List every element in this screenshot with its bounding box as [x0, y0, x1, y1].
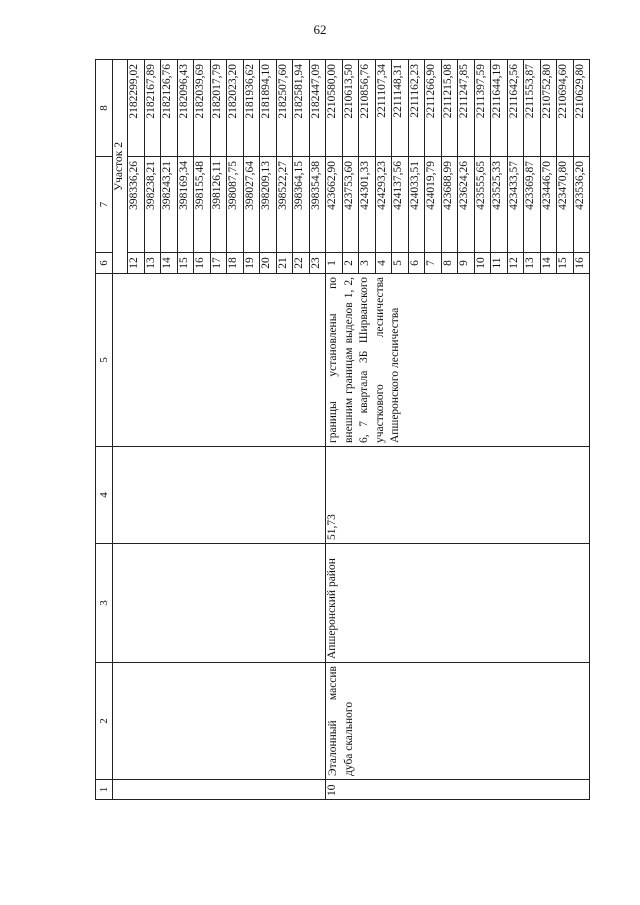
coord-y: 2182017,79 — [210, 60, 227, 157]
coord-y: 2211397,59 — [474, 60, 491, 157]
section-label-row — [113, 60, 128, 800]
coord-y: 2181894,10 — [260, 60, 277, 157]
empty-cell — [113, 780, 326, 800]
coord-x: 423470,80 — [557, 157, 574, 253]
coord-y: 2182167,89 — [144, 60, 161, 157]
coord-x: 424301,33 — [359, 157, 376, 253]
point-number: 17 — [210, 253, 227, 274]
point-number: 5 — [392, 253, 409, 274]
section-label: Участок 2 — [113, 60, 128, 274]
table-row — [326, 60, 343, 800]
coord-y: 2211162,23 — [408, 60, 425, 157]
empty-cell — [113, 274, 326, 447]
point-number: 8 — [441, 253, 458, 274]
coord-y: 2181936,62 — [243, 60, 260, 157]
coord-y: 2210856,76 — [359, 60, 376, 157]
column-header: 5 — [96, 274, 113, 447]
coord-x: 398027,64 — [243, 157, 260, 253]
point-number: 14 — [540, 253, 557, 274]
rotated-table-container — [95, 60, 586, 800]
coord-x: 423536,20 — [573, 157, 590, 253]
empty-cell — [113, 544, 326, 663]
point-number: 12 — [507, 253, 524, 274]
coord-y: 2182581,94 — [293, 60, 310, 157]
column-header: 4 — [96, 447, 113, 544]
coord-y: 2211215,08 — [441, 60, 458, 157]
point-number: 23 — [309, 253, 326, 274]
coord-x: 423753,60 — [342, 157, 359, 253]
coord-x: 423555,65 — [474, 157, 491, 253]
point-number: 15 — [557, 253, 574, 274]
point-number: 14 — [161, 253, 178, 274]
coord-x: 398087,75 — [227, 157, 244, 253]
point-number: 18 — [227, 253, 244, 274]
coord-x: 423662,90 — [326, 157, 343, 253]
point-number: 13 — [144, 253, 161, 274]
column-number-row — [96, 60, 113, 800]
coord-x: 423433,57 — [507, 157, 524, 253]
coord-x: 423525,33 — [491, 157, 508, 253]
point-number: 7 — [425, 253, 442, 274]
coord-y: 2211642,56 — [507, 60, 524, 157]
coord-y: 2182096,43 — [177, 60, 194, 157]
area: 51,73 — [326, 447, 590, 544]
coord-x: 398238,21 — [144, 157, 161, 253]
point-number: 21 — [276, 253, 293, 274]
column-header: 7 — [96, 157, 113, 253]
point-number: 2 — [342, 253, 359, 274]
coord-y: 2211148,31 — [392, 60, 409, 157]
point-number: 6 — [408, 253, 425, 274]
coord-y: 2211553,87 — [524, 60, 541, 157]
coord-y: 2182023,20 — [227, 60, 244, 157]
point-number: 12 — [128, 253, 145, 274]
point-number: 11 — [491, 253, 508, 274]
page-number: 62 — [313, 22, 327, 37]
coord-x: 424137,56 — [392, 157, 409, 253]
point-number: 16 — [194, 253, 211, 274]
coord-y: 2210580,00 — [326, 60, 343, 157]
point-number: 19 — [243, 253, 260, 274]
coord-x: 398155,48 — [194, 157, 211, 253]
coord-y: 2182447,09 — [309, 60, 326, 157]
coord-y: 2182507,60 — [276, 60, 293, 157]
coord-x: 424033,51 — [408, 157, 425, 253]
column-header: 2 — [96, 663, 113, 780]
coord-y: 2211247,85 — [458, 60, 475, 157]
point-number: 9 — [458, 253, 475, 274]
district: Апшеронский район — [326, 544, 590, 663]
column-header: 3 — [96, 544, 113, 663]
coord-x: 423369,87 — [524, 157, 541, 253]
coord-x: 423446,70 — [540, 157, 557, 253]
coord-y: 2210613,50 — [342, 60, 359, 157]
boundary-description: границы установлены по внешним границам выделов 1, 2, 6, 7 квартала 3Б Ширванского участкового лесничества Апшеронского лесничества — [326, 274, 590, 447]
row-number: 10 — [326, 780, 590, 800]
empty-cell — [113, 663, 326, 780]
coord-x: 398169,34 — [177, 157, 194, 253]
table-body — [113, 60, 590, 800]
coord-x: 398126,11 — [210, 157, 227, 253]
coord-y: 2182299,02 — [128, 60, 145, 157]
coord-x: 398364,15 — [293, 157, 310, 253]
coord-x: 424293,23 — [375, 157, 392, 253]
point-number: 1 — [326, 253, 343, 274]
point-number: 15 — [177, 253, 194, 274]
coord-y: 2211644,19 — [491, 60, 508, 157]
point-number: 10 — [474, 253, 491, 274]
point-number: 13 — [524, 253, 541, 274]
coord-y: 2182039,69 — [194, 60, 211, 157]
coord-y: 2210752,80 — [540, 60, 557, 157]
coord-x: 398209,13 — [260, 157, 277, 253]
coord-x: 398354,38 — [309, 157, 326, 253]
coord-y: 2210629,80 — [573, 60, 590, 157]
coord-y: 2211266,90 — [425, 60, 442, 157]
point-number: 22 — [293, 253, 310, 274]
object-name: Эталонный массив дуба скального — [326, 663, 590, 780]
point-number: 4 — [375, 253, 392, 274]
coord-y: 2182126,76 — [161, 60, 178, 157]
coord-x: 398522,27 — [276, 157, 293, 253]
coord-y: 2211107,34 — [375, 60, 392, 157]
coord-x: 423624,26 — [458, 157, 475, 253]
coordinates-table — [95, 59, 590, 800]
column-header: 1 — [96, 780, 113, 800]
column-header: 8 — [96, 60, 113, 157]
column-header: 6 — [96, 253, 113, 274]
point-number: 16 — [573, 253, 590, 274]
empty-cell — [113, 447, 326, 544]
point-number: 20 — [260, 253, 277, 274]
coord-y: 2210694,60 — [557, 60, 574, 157]
coord-x: 424019,79 — [425, 157, 442, 253]
point-number: 3 — [359, 253, 376, 274]
coord-x: 398243,21 — [161, 157, 178, 253]
coord-x: 423688,99 — [441, 157, 458, 253]
coord-x: 398336,26 — [128, 157, 145, 253]
